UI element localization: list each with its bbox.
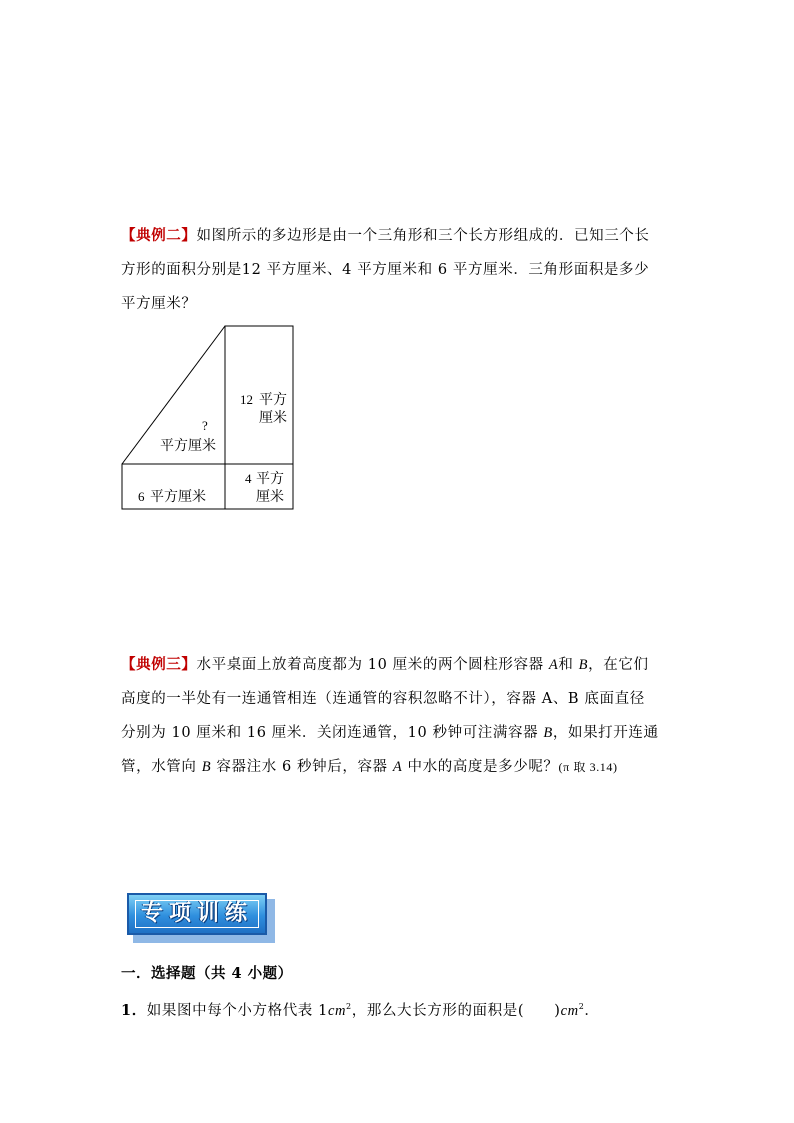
question-1-number: 1． [121,1002,147,1019]
example-3-line-4a: 管，水管向 [121,759,202,775]
triangle-question: ? [202,418,208,433]
example-2-tag: 【典例二】 [121,227,197,244]
rect-br-unit-2: 厘米 [256,489,284,505]
rect-bl-number: 6 [138,489,145,504]
example-3-line-3b: ，如果打开连通 [552,725,659,741]
question-1-unit-2: cm [560,1003,579,1019]
pi-note: (π 取 3.14) [558,760,618,774]
question-1 [121,999,600,1020]
example-3-line-1b: 和 [558,657,579,673]
example-3-paragraph [121,648,681,784]
rect-br-number: 4 [245,471,252,486]
example-2-line-1: 如图所示的多边形是由一个三角形和三个长方形组成的．已知三个长 [196,228,650,244]
var-b-3: B [201,759,212,775]
example-3-line-4b: 容器注水 6 秒钟后，容器 [211,759,393,775]
section-title: 一．选择题（共 4 小题） [121,965,293,982]
example-3-line-1c: ，在它们 [588,657,649,673]
example-2-paragraph [121,219,681,321]
example-2-line-3: 平方厘米？ [121,296,197,312]
var-a-2: A [392,759,403,775]
special-training-banner [127,893,277,945]
question-1-sup: 2 [346,1002,352,1012]
polygon-figure [118,322,298,514]
example-3-line-3a: 分别为 10 厘米和 16 厘米．关闭连通管，10 秒钟可注满容器 [121,725,544,741]
example-3-line-2: 高度的一半处有一连通管相连（连通管的容积忽略不计），容器 A、B 底面直径 [121,691,645,707]
example-3-tag: 【典例三】 [121,656,197,673]
question-1-text-a: 如果图中每个小方格代表 1 [146,1003,328,1019]
rect-br-unit-1: 平方 [256,471,284,487]
var-a: A [548,657,559,673]
var-b: B [578,657,589,673]
example-3-line-4c: 中水的高度是多少呢？ [402,759,559,775]
var-b-2: B [543,725,553,741]
rect-bl-unit: 平方厘米 [150,489,206,505]
question-1-sup-2: 2 [578,1002,585,1012]
rect-top-unit-1: 平方 [259,392,287,408]
question-1-text-c: ． [584,1003,600,1019]
question-1-text-b: ，那么大长方形的面积是( ) [351,1003,561,1019]
question-1-unit: cm [327,1003,347,1019]
rect-top-number: 12 [240,392,253,407]
rect-top-unit-2: 厘米 [259,410,287,426]
example-3-line-1a: 水平桌面上放着高度都为 10 厘米的两个圆柱形容器 [196,657,549,673]
banner-label: 专项训练 [140,901,253,926]
example-2-line-2: 方形的面积分别是12 平方厘米、4 平方厘米和 6 平方厘米．三角形面积是多少 [121,262,650,278]
triangle-unit: 平方厘米 [160,438,216,454]
